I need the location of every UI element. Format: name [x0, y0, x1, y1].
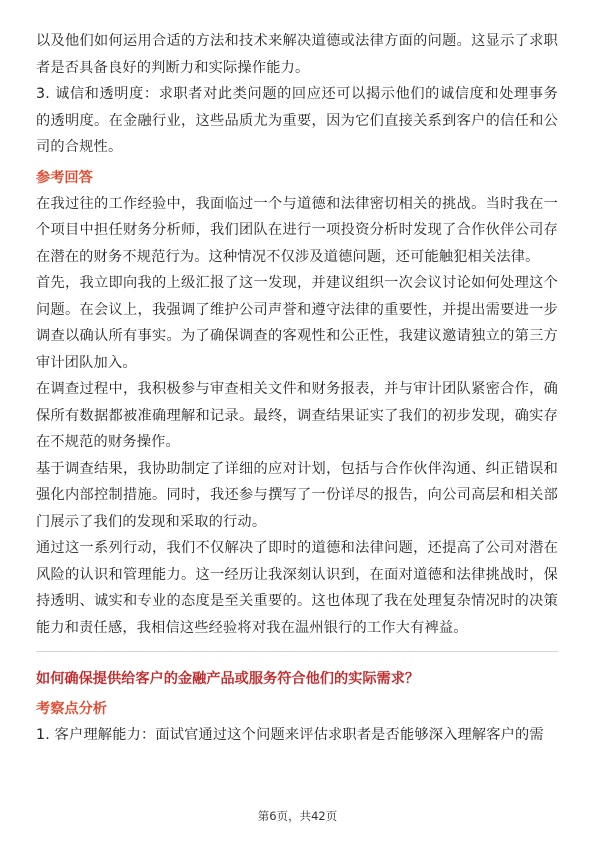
- answer-paragraph: 基于调查结果，我协助制定了详细的应对计划，包括与合作伙伴沟通、纠正错误和强化内部控制措施。同时，我还参与撰写了一份详尽的报告，向公司高层和相关部门展示了我们的发现和采取的行动。: [36, 460, 558, 530]
- intro-paragraph: 以及他们如何运用合适的方法和技术来解决道德或法律方面的问题。这显示了求职者是否具备良好的判断力和实际操作能力。: [36, 33, 558, 76]
- answer-paragraph: 首先，我立即向我的上级汇报了这一发现，并建议组织一次会议讨论如何处理这个问题。在会议上，我强调了维护公司声誉和遵守法律的重要性，并提出需要进一步调查以确认所有事实。为了确保调查的客观性和公正性，我建议邀请独立的第三方审计团队加入。: [36, 275, 558, 371]
- answer-paragraph: 在调查过程中，我积极参与审查相关文件和财务报表，并与审计团队紧密合作，确保所有数据都被准确理解和记录。最终，调查结果证实了我们的初步发现，确实存在不规范的财务操作。: [36, 381, 558, 450]
- page-number: 第6页，共42页: [257, 809, 338, 823]
- reference-answer-heading: 参考回答: [36, 169, 93, 186]
- document-page: [36, 28, 558, 749]
- analysis-point: 1. 客户理解能力：面试官通过这个问题来评估求职者是否能够深入理解客户的需: [36, 727, 544, 743]
- intro-paragraph-integrity: 3. 诚信和透明度：求职者对此类问题的回应还可以揭示他们的诚信度和处理事务的透明度。在金融行业，这些品质尤为重要，因为它们直接关系到客户的信任和公司的合规性。: [36, 86, 558, 155]
- section-divider: [36, 651, 558, 652]
- analysis-heading: 考察点分析: [36, 701, 107, 717]
- question-title: 如何确保提供给客户的金融产品或服务符合他们的实际需求？: [36, 671, 420, 687]
- answer-paragraph: 在我过往的工作经验中，我面临过一个与道德和法律密切相关的挑战。当时我在一个项目中担任财务分析师，我们团队在进行一项投资分析时发现了合作伙伴公司存在潜在的财务不规范行为。这种情况不仅涉及道德问题，还可能触犯相关法律。: [36, 195, 558, 265]
- answer-paragraph: 通过这一系列行动，我们不仅解决了即时的道德和法律问题，还提高了公司对潜在风险的认识和管理能力。这一经历让我深刻认识到，在面对道德和法律挑战时，保持透明、诚实和专业的态度是至关重要的。这也体现了我在处理复杂情况时的决策能力和责任感，我相信这些经验将对我在温州银行的工作大有裨益。: [36, 540, 558, 636]
